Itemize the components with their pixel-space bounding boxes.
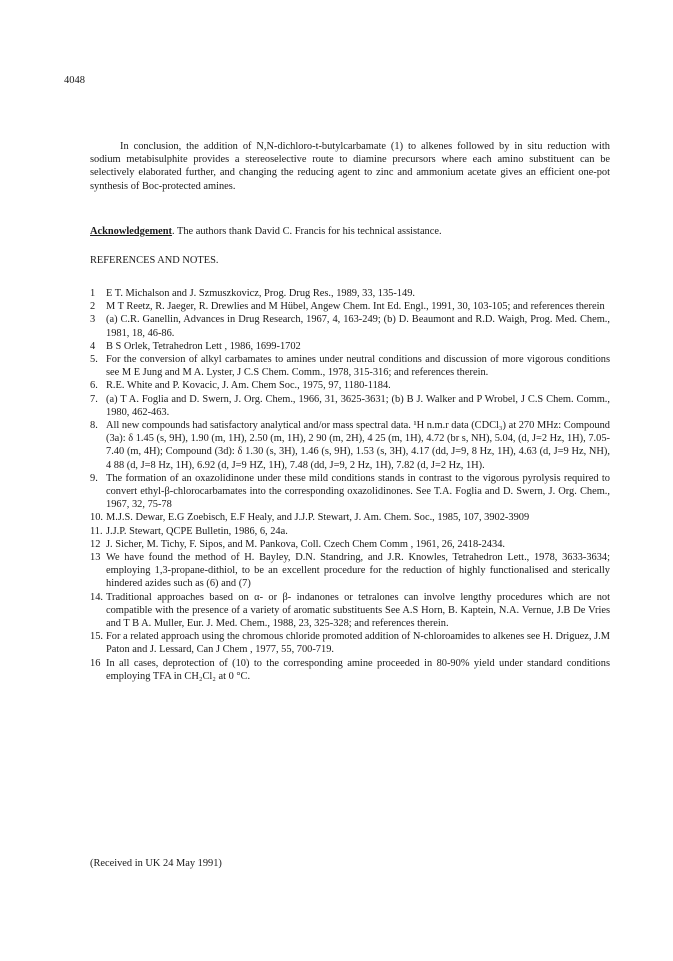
acknowledgement-text: . The authors thank David C. Francis for his technical assistance.	[171, 226, 442, 237]
reference-item	[90, 657, 610, 683]
reference-item	[90, 393, 610, 419]
reference-list	[90, 287, 610, 683]
reference-text: J.J.P. Stewart, QCPE Bulletin, 1986, 6, 24a.	[106, 525, 288, 537]
page-number: 4048	[64, 75, 85, 86]
reference-item	[90, 340, 610, 353]
reference-number: 15.	[90, 631, 103, 643]
reference-number: 8.	[90, 420, 98, 432]
reference-number: 2	[90, 301, 96, 313]
reference-item	[90, 551, 610, 591]
reference-text: (a) C.R. Ganellin, Advances in Drug Research, 1967, 4, 163-249; (b) D. Beaumont and R.D. Waigh, Prog. Med. Chem., 1981, 18, 46-86.	[106, 314, 610, 339]
reference-item	[90, 287, 610, 300]
reference-text: The formation of an oxazolidinone under these mild conditions stands in contrast to the vigorous pyrolysis required to convert ethyl-β-chlorocarbamates into the corresponding oxazolidinones. See T.A. Foglia and D. Swern, J. Org. Chem., 1967, 32, 75-78	[106, 472, 610, 511]
reference-number: 13	[90, 552, 101, 564]
reference-number: 1	[90, 288, 96, 299]
reference-text: M.J.S. Dewar, E.G Zoebisch, E.F Healy, and J.J.P. Stewart, J. Am. Chem. Soc., 1985, 107, 3902-3909	[106, 512, 530, 524]
reference-item	[90, 591, 610, 631]
reference-text: In all cases, deprotection of (10) to the corresponding amine proceeded in 80-90% yield under standard conditions employing TFA in CH₂Cl₂ at 0 °C.	[106, 657, 610, 682]
reference-number: 16	[90, 657, 101, 669]
reference-text: For a related approach using the chromous chloride promoted addition of N-chloroamides to alkenes see H. Driguez, J.M Paton and J. Lessard, Can J Chem , 1977, 55, 700-719.	[106, 631, 610, 656]
reference-item	[90, 630, 610, 656]
reference-text: J. Sicher, M. Tichy, F. Sipos, and M. Pankova, Coll. Czech Chem Comm , 1961, 26, 2418-2434.	[106, 538, 505, 550]
reference-item	[90, 511, 610, 524]
references-heading: REFERENCES AND NOTES.	[90, 255, 219, 266]
acknowledgement	[90, 225, 610, 238]
reference-number: 5.	[90, 354, 98, 366]
reference-item	[90, 419, 610, 472]
reference-text: We have found the method of H. Bayley, D.N. Standring, and J.R. Knowles, Tetrahedron Lett., 1978, 3633-3634; employing 1,3-propane-dithiol, to be an excellent procedure for the reduction of highly functionalised and sterically hindered azides such as (6) and (7)	[106, 552, 610, 590]
reference-number: 14.	[90, 591, 103, 603]
reference-text: R.E. White and P. Kovacic, J. Am. Chem Soc., 1975, 97, 1180-1184.	[106, 380, 391, 392]
reference-text: E T. Michalson and J. Szmuszkovicz, Prog. Drug Res., 1989, 33, 135-149.	[106, 288, 415, 299]
reference-item	[90, 300, 610, 313]
reference-number: 3	[90, 314, 96, 326]
reference-text: All new compounds had satisfactory analytical and/or mass spectral data. ¹H n.m.r data (CDCl₃) at 270 MHz: Compound (3a): δ 1.45 (s, 9H), 1.90 (m, 1H), 2.50 (m, 1H), 2 90 (m, 2H), 4 25 (m, 1H), 4.72 (br s, NH), 5.04, (d, J=2 Hz, 1H), 7.05-7.40 (m, 4H); Compound (3d): δ 1.30 (s, 3H), 1.46 (s, 9H), 1.53 (s, 3H), 4.17 (dd, J=9, 8 Hz, 1H), 4.63 (d, J=9 Hz, NH), 4 88 (d, J=8 Hz, 1H), 6.92 (d, J=9 HZ, 1H), 7.48 (dd, J=9, 2 Hz, 1H), 7.82 (d, J=2 Hz, 1H).	[106, 420, 610, 471]
reference-text: For the conversion of alkyl carbamates to amines under neutral conditions and discussion of more vigorous conditions see M E Jung and M A. Lyster, J C.S Chem. Comm., 1978, 315-316; and references therein.	[106, 354, 610, 379]
reference-item	[90, 538, 610, 551]
reference-number: 6.	[90, 380, 98, 392]
reference-text: B S Orlek, Tetrahedron Lett , 1986, 1699-1702	[106, 340, 301, 352]
reference-item	[90, 379, 610, 392]
reference-number: 11.	[90, 525, 103, 537]
reference-text: M T Reetz, R. Jaeger, R. Drewlies and M Hübel, Angew Chem. Int Ed. Engl., 1991, 30, 103-105; and references therein	[106, 301, 605, 313]
reference-item	[90, 525, 610, 538]
reference-text: (a) T A. Foglia and D. Swern, J. Org. Chem., 1966, 31, 3625-3631; (b) B J. Walker and P Wrobel, J C.S Chem. Comm., 1980, 462-463.	[106, 393, 610, 418]
conclusion-paragraph: In conclusion, the addition of N,N-dichloro-t-butylcarbamate (1) to alkenes followed by in situ reduction with sodium metabisulphite provides a stereoselective route to diamine precursors where each amino substituent can be selectively elaborated further, and changing the reducing agent to zinc and ammonium acetate gives an efficient one-pot synthesis of Boc-protected amines.	[90, 141, 610, 192]
reference-number: 10.	[90, 512, 103, 524]
reference-number: 12	[90, 538, 101, 550]
reference-item	[90, 313, 610, 339]
reference-item	[90, 353, 610, 379]
received-date: (Received in UK 24 May 1991)	[90, 858, 222, 869]
reference-number: 9.	[90, 472, 98, 484]
reference-number: 4	[90, 340, 96, 352]
reference-item	[90, 472, 610, 512]
acknowledgement-label: Acknowledgement	[90, 226, 172, 237]
reference-text: Traditional approaches based on α- or β- indanones or tetralones can involve lengthy procedures which are not compatible with the presence of a variety of aromatic substituents See A.S Horn, B. Kaptein, N.A. Vernue, J.B De Vries and T B A. Muller, Eur. J. Med. Chem., 1988, 23, 325-328; and references therein.	[106, 591, 610, 630]
reference-number: 7.	[90, 393, 98, 405]
